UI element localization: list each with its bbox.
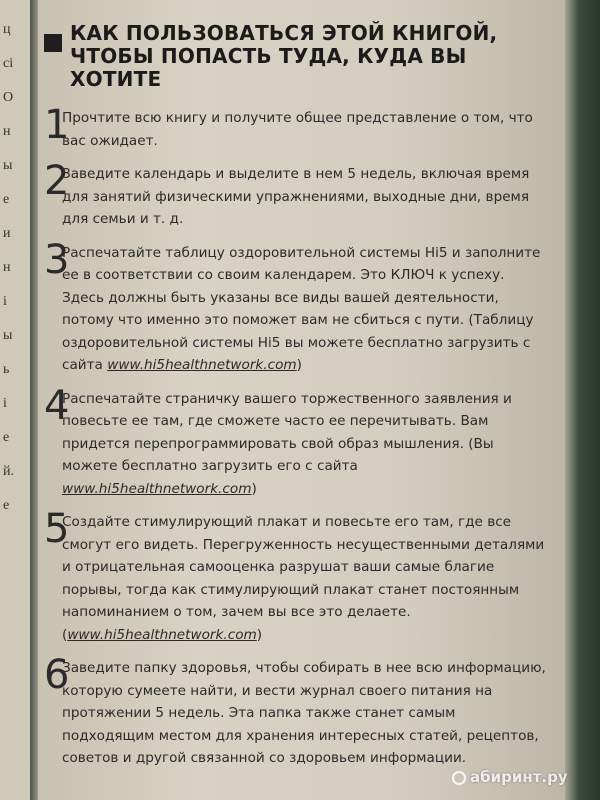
step-closing: ) <box>251 480 257 497</box>
step-number: 4 <box>44 382 70 429</box>
book-gutter <box>30 0 38 800</box>
step-text <box>62 242 549 377</box>
step-text <box>62 511 549 646</box>
heading-line-2: ЧТОБЫ ПОПАСТЬ ТУДА, КУДА ВЫ ХОТИТЕ <box>70 44 467 91</box>
step-item <box>44 652 549 770</box>
heading-line-1: КАК ПОЛЬЗОВАТЬСЯ ЭТОЙ КНИГОЙ, <box>70 21 498 45</box>
previous-page-fragment: и <box>3 226 11 241</box>
step-number: 2 <box>44 158 70 204</box>
website-link[interactable]: www.hi5healthnetwork.com <box>67 626 257 643</box>
previous-page-fragment: i <box>3 396 7 411</box>
website-link[interactable]: www.hi5healthnetwork.com <box>107 357 297 373</box>
previous-page-fragment: ы <box>3 328 13 343</box>
previous-page-fragment: ci <box>3 56 14 71</box>
previous-page-fragment: н <box>3 260 11 275</box>
previous-page-fragment: й. <box>3 464 14 479</box>
step-item <box>44 236 549 377</box>
step-number: 6 <box>44 652 70 698</box>
previous-page-fragment: ы <box>3 158 13 173</box>
step-item <box>44 158 549 231</box>
previous-page-fragment: e <box>3 498 10 513</box>
step-text <box>62 657 549 770</box>
book-page <box>38 0 565 800</box>
step-closing: ) <box>256 626 263 643</box>
step-number: 5 <box>44 506 70 552</box>
step-body: Распечатайте страничку вашего торжественного заявления и повесьте ее там, где сможете часто ее перечитывать. Вам придется перепрограммировать свой образ мышления. (Вы можете бесплатно загрузить его с сайта <box>62 390 512 474</box>
step-item <box>44 382 549 501</box>
step-text <box>62 107 549 152</box>
step-number: 1 <box>44 102 70 148</box>
step-text <box>62 388 549 501</box>
step-body: Распечатайте таблицу оздоровительной системы Hi5 и заполните ее в соответствии со своим календарем. Это КЛЮЧ к успеху. Здесь должны быть указаны все виды вашей деятельности, потому что именно это поможет вам не сбиться с пути. (Таблицу оздоровительной системы Hi5 вы можете бесплатно загрузить с сайта <box>62 244 541 373</box>
step-body: Создайте стимулирующий плакат и повесьте его там, где все смогут его видеть. Перегруженность несущественными деталями и отрицательная самооценка разрушат ваши самые благие порывы, тогда как стимулирующий плакат станет постоянным напоминанием о том, зачем вы все это делаете. ( <box>62 514 545 643</box>
previous-page-edge <box>0 0 30 800</box>
step-item <box>44 102 549 152</box>
heading-square-marker <box>44 34 62 52</box>
step-body: Заведите календарь и выделите в нем 5 недель, включая время для занятий физическими упражнениями, выходные дни, время для семьи и т. д. <box>62 166 530 227</box>
previous-page-fragment: e <box>3 192 10 207</box>
previous-page-fragment: e <box>3 430 10 445</box>
step-text <box>62 163 549 231</box>
background-surface <box>565 0 600 800</box>
section-heading <box>44 22 549 91</box>
previous-page-fragment: н <box>3 124 11 139</box>
previous-page-fragment: ь <box>3 362 10 377</box>
watermark-text: абиринт.ру <box>470 768 568 786</box>
step-closing: ) <box>296 357 302 373</box>
step-number: 3 <box>44 236 70 283</box>
website-link[interactable]: www.hi5healthnetwork.com <box>62 480 252 497</box>
step-body: Заведите папку здоровья, чтобы собирать в нее всю информацию, которую сумеете найти, и вести журнал своего питания на протяжении 5 недель. Эта папка также станет самым подходящим местом для хранения интересных статей, рецептов, советов и другой связанной со здоровьем информации. <box>62 660 546 766</box>
previous-page-fragment: ц <box>3 22 11 37</box>
watermark <box>452 768 568 786</box>
steps-list <box>44 102 549 770</box>
previous-page-fragment: O <box>3 90 14 105</box>
step-body: Прочтите всю книгу и получите общее представление о том, что вас ожидает. <box>62 110 533 149</box>
previous-page-fragment: i <box>3 294 7 309</box>
labirint-logo-icon <box>452 771 466 785</box>
step-item <box>44 506 549 646</box>
heading-title <box>70 22 549 91</box>
